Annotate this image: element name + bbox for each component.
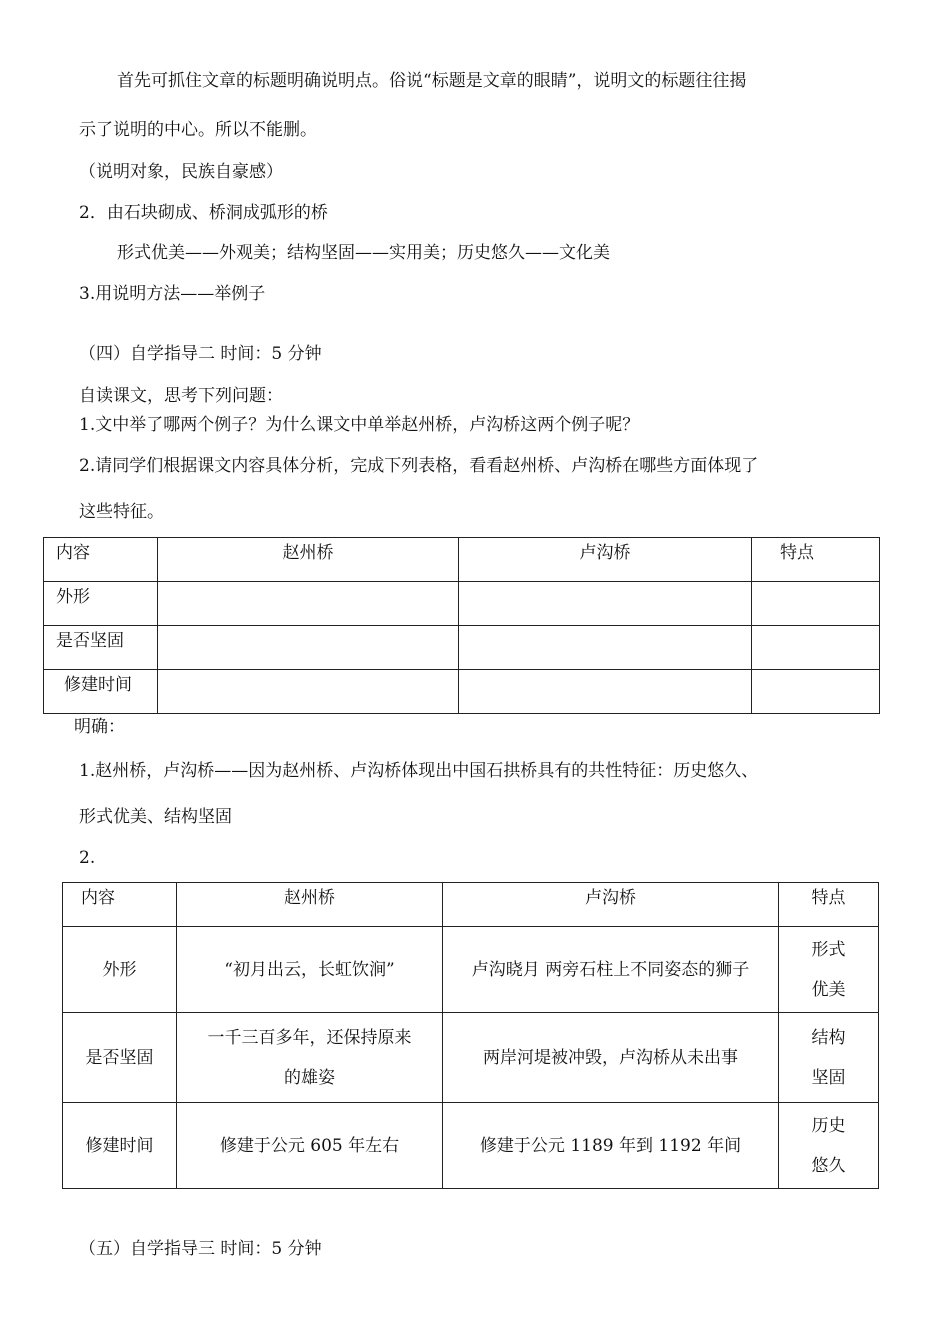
paragraph-point-2: 2．由石块砌成、桥洞成弧形的桥 [79,203,328,223]
table2-zhaozhou-solid [177,1013,443,1103]
blank-table [43,537,880,714]
table1-header-zhaozhou: 赵州桥 [158,538,459,582]
section-heading-5: （五）自学指导三 时间：5 分钟 [79,1239,322,1259]
table1-cell [459,670,752,714]
table2-lugou-shape: 卢沟晓月 两旁石柱上不同姿态的狮子 [443,927,779,1013]
question-2-line2: 这些特征。 [79,502,164,522]
table1-cell [752,626,880,670]
table1-cell [752,582,880,626]
feature-line: 悠久 [811,1155,846,1176]
answer-2: 2. [79,848,96,868]
table2-header-zhaozhou: 赵州桥 [177,883,443,927]
feature-line: 形式 [811,939,846,960]
table2-row-label-time: 修建时间 [63,1103,177,1189]
table2-header-content: 内容 [63,883,177,927]
table2-feature-time [779,1103,879,1189]
table1-cell [158,626,459,670]
question-2-line1: 2.请同学们根据课文内容具体分析，完成下列表格，看看赵州桥、卢沟桥在哪些方面体现了 [79,456,759,476]
feature-line: 结构 [811,1027,846,1048]
table1-cell [158,670,459,714]
table2-feature-shape [779,927,879,1013]
table1-cell [459,582,752,626]
answer-label: 明确： [74,717,125,737]
feature-line: 优美 [811,979,846,1000]
paragraph-object: （说明对象，民族自豪感） [79,162,283,182]
table1-row-label-time: 修建时间 [44,670,158,714]
paragraph-features: 形式优美——外观美；结构坚固——实用美；历史悠久——文化美 [117,243,610,263]
intro-text: 自读课文，思考下列问题： [79,386,283,406]
answer-1-line1: 1.赵州桥，卢沟桥——因为赵州桥、卢沟桥体现出中国石拱桥具有的共性特征：历史悠久、 [79,761,759,781]
table1-header-feature: 特点 [752,538,880,582]
table1-header-lugou: 卢沟桥 [459,538,752,582]
paragraph-title-line1: 首先可抓住文章的标题明确说明点。俗说“标题是文章的眼睛”，说明文的标题往往揭 [117,71,747,91]
table2-zhaozhou-shape: “初月出云，长虹饮涧” [177,927,443,1013]
answer-1-line2: 形式优美、结构坚固 [79,807,232,827]
table1-header-content: 内容 [44,538,158,582]
question-1: 1.文中举了哪两个例子？为什么课文中单举赵州桥，卢沟桥这两个例子呢？ [79,415,640,435]
feature-line: 历史 [811,1115,846,1136]
table1-cell [752,670,880,714]
table2-header-lugou: 卢沟桥 [443,883,779,927]
table1-cell [158,582,459,626]
paragraph-title-line2: 示了说明的中心。所以不能删。 [79,120,317,140]
paragraph-point-3: 3.用说明方法——举例子 [79,284,266,304]
table2-zhaozhou-time: 修建于公元 605 年左右 [177,1103,443,1189]
table1-row-label-solid: 是否坚固 [44,626,158,670]
cell-line: 一千三百多年，还保持原来 [207,1027,412,1048]
table2-header-feature: 特点 [779,883,879,927]
table1-row-label-shape: 外形 [44,582,158,626]
section-heading-4: （四）自学指导二 时间：5 分钟 [79,344,322,364]
table1-cell [459,626,752,670]
table2-lugou-solid: 两岸河堤被冲毁，卢沟桥从未出事 [443,1013,779,1103]
table2-feature-solid [779,1013,879,1103]
table2-row-label-shape: 外形 [63,927,177,1013]
answer-table [62,882,879,1189]
cell-line: 的雄姿 [284,1067,335,1088]
table2-lugou-time: 修建于公元 1189 年到 1192 年间 [443,1103,779,1189]
table2-row-label-solid: 是否坚固 [63,1013,177,1103]
feature-line: 坚固 [811,1067,846,1088]
